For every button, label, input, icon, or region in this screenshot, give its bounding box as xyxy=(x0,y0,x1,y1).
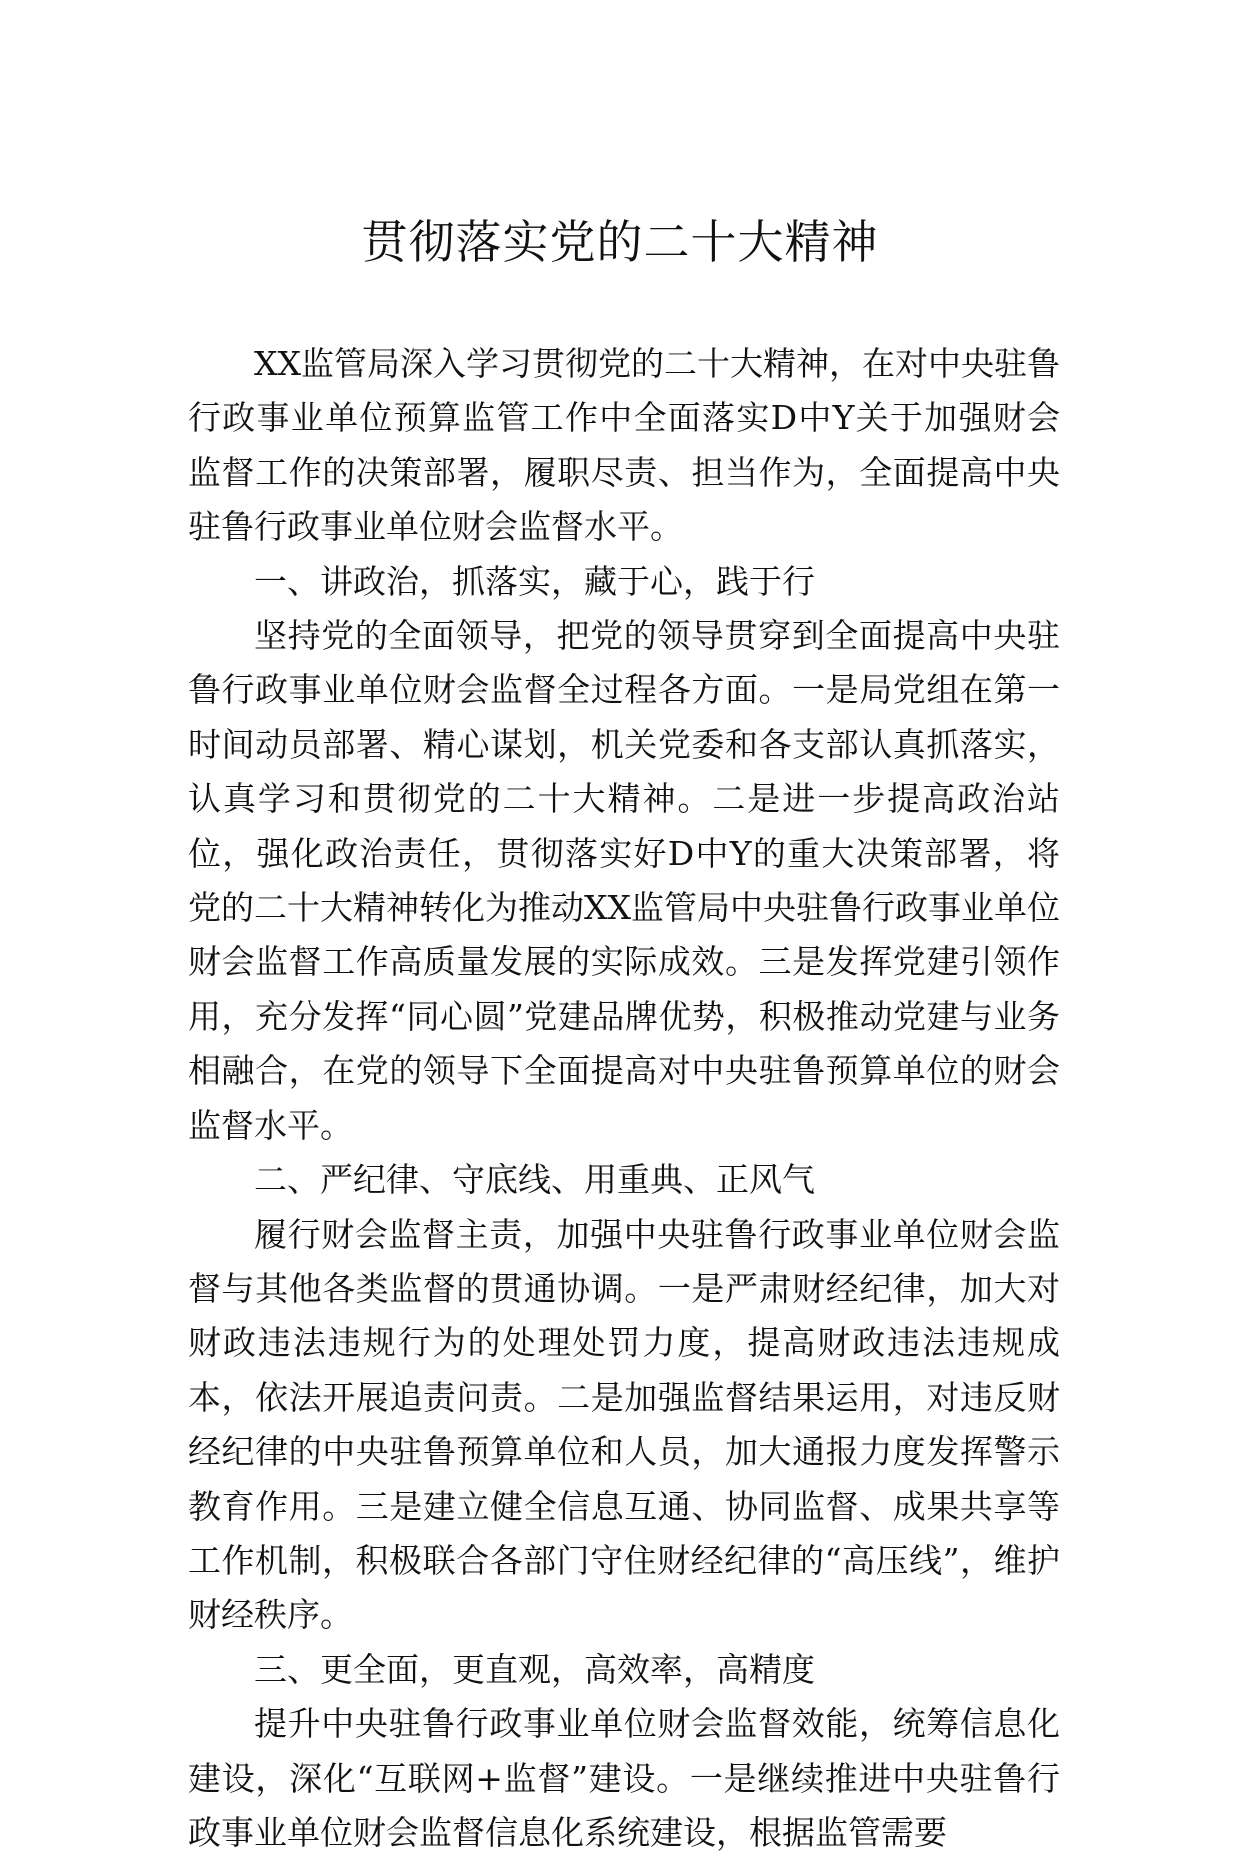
section-heading-1: 一、讲政治，抓落实，藏于心，践于行 xyxy=(254,561,815,601)
section-1-paragraph: 坚持党的全面领导，把党的领导贯穿到全面提高中央驻鲁行政事业单位财会监督全过程各方面。一是局党组在第一时间动员部署、精心谋划，机关党委和各支部认真抓落实，认真学习和贯彻党的二十大精神。二是进一步提高政治站位，强化政治责任，贯彻落实好D中Y的重大决策部署，将党的二十大精神转化为推动XX监管局中央驻鲁行政事业单位财会监督工作高质量发展的实际成效。三是发挥党建引领作用，充分发挥“同心圆”党建品牌优势，积极推动党建与业务相融合，在党的领导下全面提高对中央驻鲁预算单位的财会监督水平。 xyxy=(188,616,1060,1145)
section-2-paragraph: 履行财会监督主责，加强中央驻鲁行政事业单位财会监督与其他各类监督的贯通协调。一是严肃财经纪律，加大对财政违法违规行为的处理处罚力度，提高财政违法违规成本，依法开展追责问责。二是加强监督结果运用，对违反财经纪律的中央驻鲁预算单位和人员，加大通报力度发挥警示教育作用。三是建立健全信息互通、协同监督、成果共享等工作机制，积极联合各部门守住财经纪律的“高压线”，维护财经秩序。 xyxy=(188,1214,1060,1635)
section-3-paragraph: 提升中央驻鲁行政事业单位财会监督效能，统筹信息化建设，深化“互联网+监督”建设。一是继续推进中央驻鲁行政事业单位财会监督信息化系统建设，根据监管需要 xyxy=(188,1704,1060,1852)
section-heading-3: 三、更全面，更直观，高效率，高精度 xyxy=(254,1649,815,1689)
document-body xyxy=(188,337,1060,1860)
document-title: 贯彻落实党的二十大精神 xyxy=(361,215,879,269)
section-heading-2: 二、严纪律、守底线、用重典、正风气 xyxy=(254,1160,815,1200)
intro-paragraph: XX监管局深入学习贯彻党的二十大精神，在对中央驻鲁行政事业单位预算监管工作中全面落实D中Y关于加强财会监督工作的决策部署，履职尽责、担当作为，全面提高中央驻鲁行政事业单位财会监督水平。 xyxy=(188,344,1060,547)
